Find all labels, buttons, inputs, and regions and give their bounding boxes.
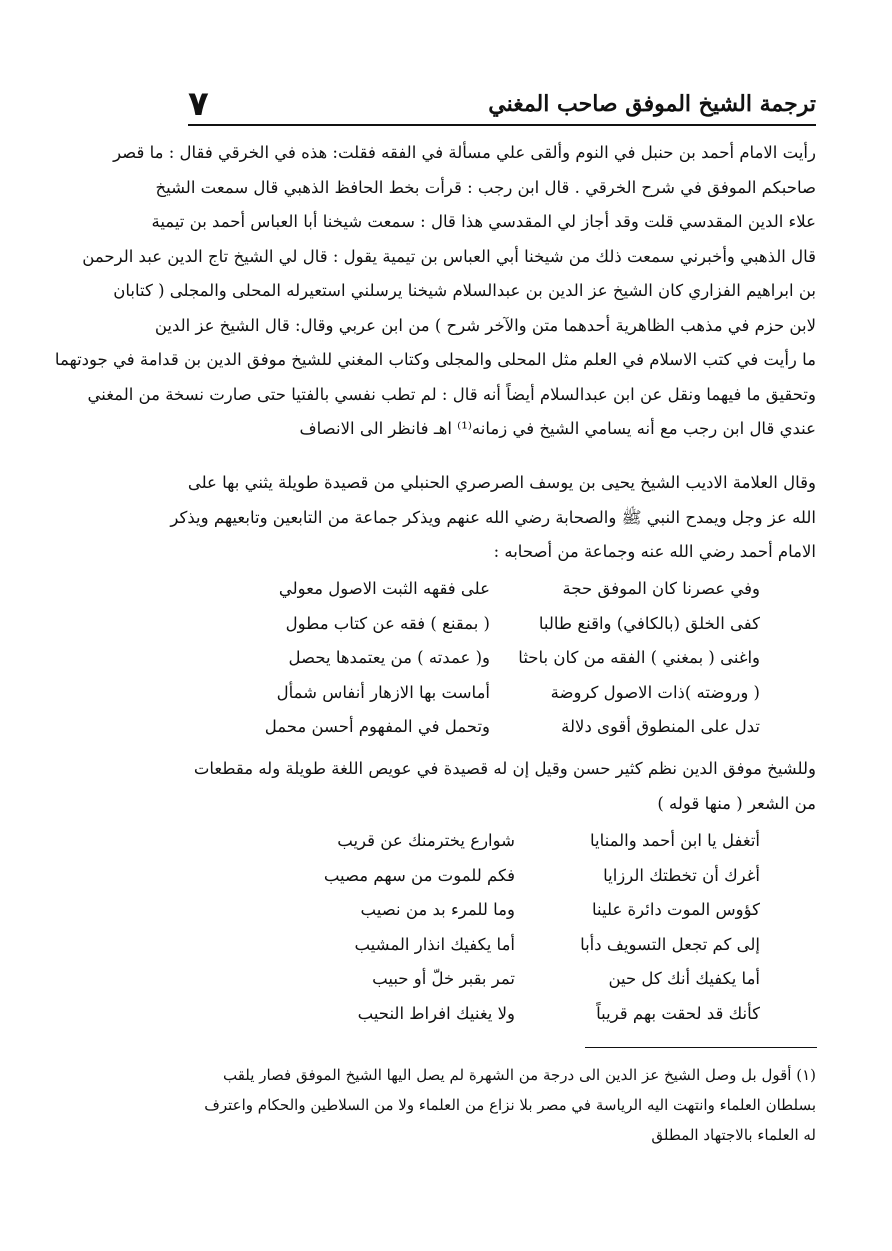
poem-1 (250, 572, 760, 745)
poem-2 (300, 824, 760, 1031)
text-line: لابن حزم في مذهب الظاهرية أحدهما متن والآخر شرح ) من ابن عربي وقال: قال الشيخ عز الدين (154, 315, 816, 335)
verse-first-hemistich: أما يكفيك أنك كل حين (608, 969, 760, 988)
verse (250, 607, 760, 642)
verse (250, 572, 760, 607)
text-line: من الشعر ( منها قوله ) (657, 793, 816, 813)
footnote-line: (١) أقول بل وصل الشيخ عز الدين الى درجة من الشهرة لم يصل اليها الشيخ الموفق فصار يلقب (222, 1066, 816, 1084)
verse-second-hemistich: ( بمقنع ) فقه عن كتاب مطول (285, 613, 490, 633)
verse (300, 997, 760, 1032)
page-number: ٧ (188, 84, 209, 124)
verse-second-hemistich: ولا يغنيك افراط النحيب (357, 1003, 515, 1023)
running-title: ترجمة الشيخ الموفق صاحب المغني (488, 91, 816, 117)
verse-second-hemistich: وما للمرء بد من نصيب (360, 900, 515, 919)
paragraph-2 (170, 466, 816, 570)
text-line: قال الذهبي وأخبرني سمعت ذلك من شيخنا أبي العباس بن تيمية يقول : قال لي الشيخ تاج الدين عبد الرحمن (82, 246, 816, 266)
verse-second-hemistich: فكم للموت من سهم مصيب (323, 865, 515, 885)
footnote-divider (585, 1047, 817, 1048)
verse (250, 676, 760, 711)
verse-second-hemistich: على فقهه الثبت الاصول معولي (278, 579, 490, 598)
verse-first-hemistich: كفى الخلق (بالكافي) واقنع طالبا (538, 613, 760, 633)
verse-second-hemistich: و( عمدته ) من يعتمدها يحصل (288, 648, 490, 667)
verse-second-hemistich: تمر بقبر خلّ أو حبيب (372, 969, 515, 988)
verse (300, 893, 760, 928)
verse-first-hemistich: كأنك قد لحقت بهم قريباً (596, 1003, 760, 1023)
verse (300, 824, 760, 859)
footnote-line: له العلماء بالاجتهاد المطلق (651, 1126, 816, 1144)
text-line: ما رأيت في كتب الاسلام في العلم مثل المحلى والمجلى وكتاب المغني للشيخ موفق الدين بن قدامة في جودتهما (54, 350, 816, 369)
verse-first-hemistich: أغرك أن تخطتك الرزايا (603, 865, 760, 885)
verse-first-hemistich: كؤوس الموت دائرة علينا (592, 900, 760, 919)
verse-second-hemistich: أماست بها الازهار أنفاس شمأل (276, 682, 490, 702)
verse-first-hemistich: ( وروضته )ذات الاصول كروضة (550, 682, 760, 702)
text-line: الامام أحمد رضي الله عنه وجماعة من أصحابه : (493, 542, 816, 561)
verse (300, 859, 760, 894)
text-line: وللشيخ موفق الدين نظم كثير حسن وقيل إن له قصيدة في عويص اللغة طويلة وله مقطعات (193, 759, 816, 778)
text-line: وقال العلامة الاديب الشيخ يحيى بن يوسف الصرصري الحنبلي من قصيدة طويلة يثني بها على (187, 473, 816, 492)
text-line: بن ابراهيم الفزاري كان الشيخ عز الدين بن عبدالسلام شيخنا يرسلني استعيرله المحلى والمجلى ( كتابان (113, 281, 816, 300)
verse-second-hemistich: شوارع يخترمنك عن قريب (337, 831, 515, 850)
verse-first-hemistich: إلى كم تجعل التسويف دأبا (580, 934, 760, 954)
verse-second-hemistich: أما يكفيك انذار المشيب (354, 934, 515, 954)
verse (300, 928, 760, 963)
footnote (188, 1060, 816, 1150)
verse-first-hemistich: وفي عصرنا كان الموفق حجة (562, 579, 760, 598)
verse (250, 710, 760, 745)
page-header (188, 84, 816, 126)
text-line: رأيت الامام أحمد بن حنبل في النوم وألقى علي مسألة في الفقه فقلت: هذه في الخرقي فقال : ما قصر (113, 143, 816, 162)
paragraph-3 (188, 752, 816, 821)
text-line: عندي قال ابن رجب مع أنه يسامي الشيخ في زمانه⁽¹⁾ اهـ فانظر الى الانصاف (299, 419, 816, 438)
text-line: علاء الدين المقدسي قلت وقد أجاز لي المقدسي هذا قال : سمعت شيخنا أبا العباس أحمد بن تيمية (151, 212, 816, 231)
verse (250, 641, 760, 676)
verse-first-hemistich: أتغفل يا ابن أحمد والمنايا (589, 831, 760, 850)
text-line: وتحقيق ما فيهما ونقل عن ابن عبدالسلام أيضاً أنه قال : لم تطب نفسي بالفتيا حتى صارت نسخة من المغني (87, 384, 816, 404)
verse-second-hemistich: وتحمل في المفهوم أحسن محمل (264, 717, 490, 736)
verse-first-hemistich: تدل على المنطوق أقوى دلالة (561, 717, 760, 736)
paragraph-1 (54, 136, 816, 447)
verse-first-hemistich: واغنى ( بمغني ) الفقه من كان باحثا (518, 648, 760, 667)
footnote-line: بسلطان العلماء وانتهت اليه الرياسة في مصر بلا نزاع من العلماء ولا من السلاطين والحكام واعترف (204, 1096, 816, 1114)
text-line: الله عز وجل ويمدح النبي ﷺ والصحابة رضي الله عنهم ويذكر جماعة من التابعين وتابعيهم ويذكر (170, 507, 816, 527)
text-line: صاحبكم الموفق في شرح الخرقي . قال ابن رجب : قرأت بخط الحافظ الذهبي قال سمعت الشيخ (155, 177, 816, 197)
verse (300, 962, 760, 997)
